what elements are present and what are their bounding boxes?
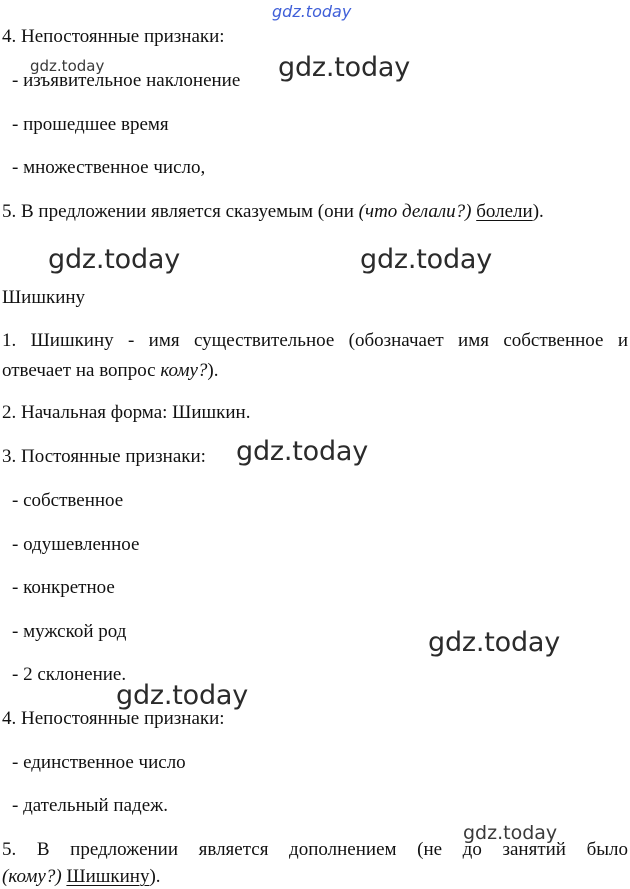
question-what-did: (что делали?) [358,201,472,222]
feature-singular: - единственное число [12,752,186,773]
part-of-speech-line: 1. Шишкину - имя существительное (обозначает имя собственное и [2,330,628,351]
feature-gender: - мужской род [12,621,127,642]
watermark-1: gdz.today [278,52,411,83]
part-of-speech-line-2 [2,360,218,382]
sentence-role-object: 5. В предложении является дополнением (не до занятий было [2,839,628,860]
sentence-role-end: ). [532,201,544,222]
watermark-small-2: gdz.today [463,822,558,844]
watermark-2: gdz.today [48,244,181,275]
watermark-6: gdz.today [116,680,249,711]
watermark-4: gdz.today [236,436,369,467]
sentence-role-predicate [2,201,544,223]
watermark-5: gdz.today [428,627,561,658]
heading-nonconstant-features-2: 4. Непостоянные признаки: [2,708,225,729]
question-intro: отвечает на вопрос [2,360,161,381]
question-whom-2: (кому?) [2,866,62,887]
sentence-role-object-2 [2,866,161,888]
watermark-small-1: gdz.today [30,57,105,75]
initial-form: 2. Начальная форма: Шишкин. [2,402,251,423]
heading-constant-features: 3. Постоянные признаки: [2,446,206,467]
feature-concrete: - конкретное [12,577,115,598]
question-whom: кому? [160,360,208,381]
object-word: Шишкину [66,866,150,887]
feature-mood: - изъявительное наклонение [12,70,241,91]
feature-declension: - 2 склонение. [12,664,127,685]
heading-nonconstant-features: 4. Непостоянные признаки: [2,26,225,47]
watermark-3: gdz.today [360,244,493,275]
sentence-role-object-end: ). [149,866,161,887]
word-title: Шишкину [2,287,86,308]
question-end: ). [207,360,219,381]
predicate-word: болели [476,201,533,222]
feature-number: - множественное число, [12,157,206,178]
feature-tense: - прошедшее время [12,114,169,135]
sentence-role-text: 5. В предложении является сказуемым (они [2,201,359,222]
feature-dative: - дательный падеж. [12,795,168,816]
watermark-top: gdz.today [272,2,352,21]
feature-animate: - одушевленное [12,534,140,555]
feature-proper: - собственное [12,490,124,511]
